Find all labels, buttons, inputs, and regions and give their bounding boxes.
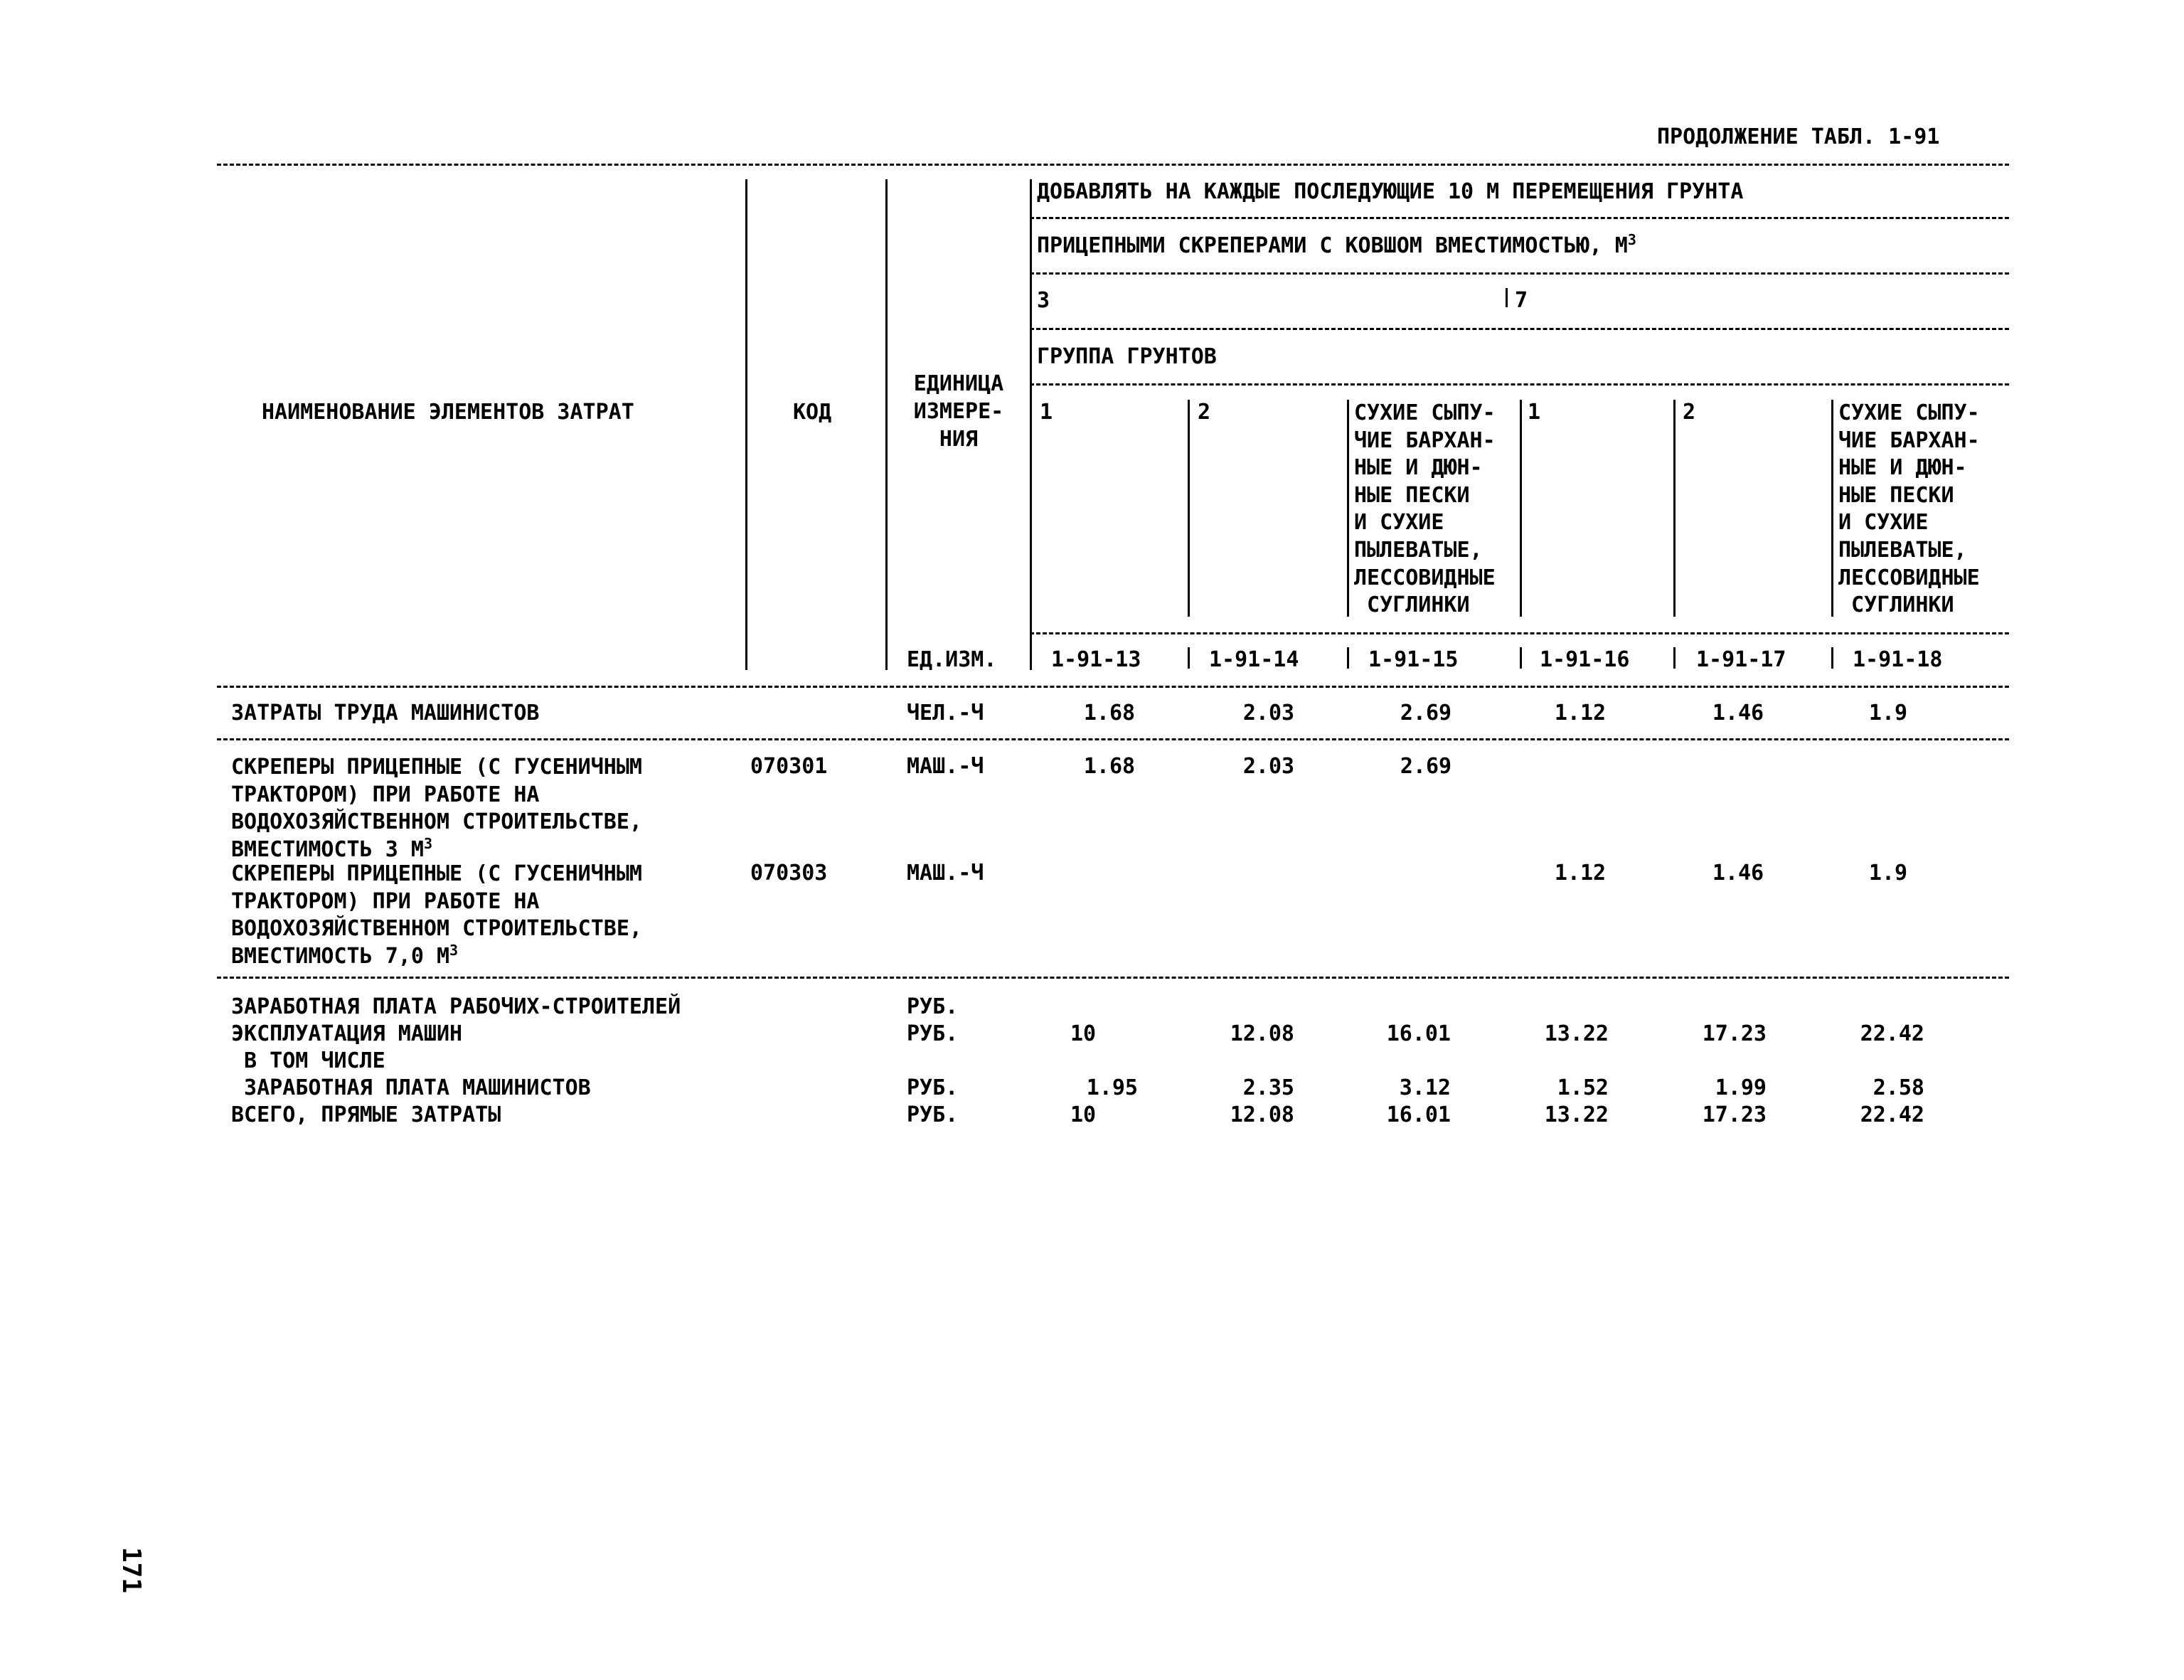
code-1-91-13: 1-91-13 [1051, 647, 1141, 672]
sand-line: СУГЛИНКИ [1838, 592, 1954, 618]
vline-unit-data [1030, 179, 1032, 670]
row-labor-name: ЗАТРАТЫ ТРУДА МАШИНИСТОВ [231, 701, 540, 725]
table-caption: ПРОДОЛЖЕНИЕ ТАБЛ. 1-91 [1657, 124, 1940, 149]
vline-capacity [1506, 288, 1508, 307]
sand-line: ЛЕССОВИДНЫЕ [1838, 565, 1980, 590]
header-subtitle: ПРИЦЕПНЫМИ СКРЕПЕРАМИ С КОВШОМ ВМЕСТИМОСТЬЮ, $М^3$ [1037, 231, 1636, 258]
row-wages-builders-unit: РУБ. [907, 994, 959, 1019]
row-scraper2-value: 1.12 [1554, 861, 1607, 886]
row-machines-value: 16.01 [1386, 1021, 1451, 1046]
row-scraper2-name [231, 861, 642, 970]
row-scraper2-code: 070303 [750, 861, 828, 886]
row-total-value: 13.22 [1544, 1102, 1609, 1127]
vline-code-4 [1673, 647, 1676, 669]
row-total-value: 12.08 [1230, 1102, 1294, 1127]
row-incl-name: В ТОМ ЧИСЛЕ [231, 1048, 385, 1073]
rule-header-1 [1030, 217, 2009, 219]
header-unit-row: ЕД.ИЗМ. [907, 647, 997, 672]
row-labor-value: 1.12 [1554, 701, 1607, 725]
name-line: ВМЕСТИМОСТЬ 7,0 $М^3$ [231, 941, 459, 969]
row-labor-value: 1.46 [1712, 701, 1764, 725]
row-machines-value: 22.42 [1860, 1021, 1924, 1046]
sand-line: СУХИЕ СЫПУ- [1838, 400, 1980, 425]
name-line: ВОДОХОЗЯЙСТВЕННОМ СТРОИТЕЛЬСТВЕ, [231, 916, 642, 942]
row-machines-value: 13.22 [1544, 1021, 1609, 1046]
rule-header-5 [1030, 632, 2009, 634]
row-total-value: 17.23 [1702, 1102, 1767, 1127]
sand-line: И СУХИЕ [1354, 510, 1444, 536]
row-machines-name: ЭКСПЛУАТАЦИЯ МАШИН [231, 1021, 463, 1046]
row-total-value: 22.42 [1860, 1102, 1924, 1127]
row-wages-operators-value: 2.58 [1873, 1075, 1924, 1100]
code-1-91-18: 1-91-18 [1853, 647, 1943, 672]
header-capacity-7: 7 [1515, 288, 1528, 313]
code-1-91-16: 1-91-16 [1540, 647, 1630, 672]
header-group-2a: 2 [1198, 400, 1211, 425]
row-labor-value: 2.03 [1242, 701, 1295, 725]
row-total-unit: РУБ. [907, 1102, 959, 1127]
row-wages-builders-name: ЗАРАБОТНАЯ ПЛАТА РАБОЧИХ-СТРОИТЕЛЕЙ [231, 994, 681, 1019]
name-line: ВМЕСТИМОСТЬ 3 $М^3$ [231, 834, 432, 862]
row-machines-value: 17.23 [1702, 1021, 1767, 1046]
header-group-2b: 2 [1683, 400, 1696, 425]
vline-sand-g1 [1520, 400, 1522, 617]
row-wages-operators-value: 1.99 [1715, 1075, 1767, 1100]
row-scraper2-value: 1.9 [1868, 861, 1908, 886]
header-col-name: НАИМЕНОВАНИЕ ЭЛЕМЕНТОВ ЗАТРАТ [262, 400, 634, 425]
vline-g1-g2 [1188, 400, 1190, 617]
row-labor-value: 2.69 [1400, 701, 1452, 725]
name-line: СКРЕПЕРЫ ПРИЦЕПНЫЕ (С ГУСЕНИЧНЫМ [231, 755, 642, 780]
rule-header-2 [1030, 272, 2009, 275]
row-wages-operators-unit: РУБ. [907, 1075, 959, 1100]
rule-header-3 [1030, 328, 2009, 330]
sand-line: ПЫЛЕВАТЫЕ, [1354, 537, 1483, 563]
row-scraper1-value: 2.03 [1242, 754, 1295, 779]
row-wages-operators-name: ЗАРАБОТНАЯ ПЛАТА МАШИНИСТОВ [231, 1075, 591, 1100]
row-machines-value: 10 [1070, 1021, 1097, 1046]
sand-line: ЧИЕ БАРХАН- [1354, 427, 1496, 453]
sand-line: СУГЛИНКИ [1354, 592, 1470, 618]
header-col-unit-3: НИЯ [939, 427, 979, 452]
row-labor-unit: ЧЕЛ.-Ч [907, 701, 984, 725]
row-machines-value: 12.08 [1230, 1021, 1294, 1046]
sand-line: НЫЕ И ДЮН- [1354, 455, 1483, 481]
row-scraper1-name [231, 754, 642, 863]
row-scraper1-unit: МАШ.-Ч [907, 754, 984, 779]
row-labor-value: 1.9 [1868, 701, 1908, 725]
header-col-unit-2: ИЗМЕРЕ- [913, 399, 1004, 424]
vline-code-1 [1188, 647, 1190, 669]
sand-line: И СУХИЕ [1838, 510, 1929, 536]
rule-labor-bottom [217, 738, 2009, 740]
sand-line: ЛЕССОВИДНЫЕ [1354, 565, 1496, 590]
vline-code-5 [1831, 647, 1833, 669]
sand-line: ЧИЕ БАРХАН- [1838, 427, 1980, 453]
header-sand-block-2 [1838, 400, 1980, 620]
row-scraper1-value: 1.68 [1083, 754, 1136, 779]
row-total-name: ВСЕГО, ПРЯМЫЕ ЗАТРАТЫ [231, 1102, 501, 1127]
header-capacity-3: 3 [1037, 288, 1050, 313]
sand-line: ПЫЛЕВАТЫЕ, [1838, 537, 1967, 563]
header-group-1b: 1 [1528, 400, 1541, 425]
name-line: ТРАКТОРОМ) ПРИ РАБОТЕ НА [231, 782, 540, 807]
rule-header-4 [1030, 383, 2009, 386]
row-scraper1-value: 2.69 [1400, 754, 1452, 779]
header-top-title: ДОБАВЛЯТЬ НА КАЖДЫЕ ПОСЛЕДУЮЩИЕ 10 М ПЕРЕМЕЩЕНИЯ ГРУНТА [1037, 179, 1744, 204]
row-scraper2-unit: МАШ.-Ч [907, 861, 984, 886]
sand-line: НЫЕ И ДЮН- [1838, 455, 1967, 481]
name-line: ВОДОХОЗЯЙСТВЕННОМ СТРОИТЕЛЬСТВЕ, [231, 809, 642, 835]
name-line: ТРАКТОРОМ) ПРИ РАБОТЕ НА [231, 888, 540, 914]
row-wages-operators-value: 1.52 [1557, 1075, 1609, 1100]
name-line: СКРЕПЕРЫ ПРИЦЕПНЫЕ (С ГУСЕНИЧНЫМ [231, 861, 642, 886]
row-scraper1-code: 070301 [750, 754, 828, 779]
row-total-value: 16.01 [1386, 1102, 1451, 1127]
code-1-91-14: 1-91-14 [1209, 647, 1299, 672]
sand-line: НЫЕ ПЕСКИ [1354, 482, 1470, 508]
vline-code-3 [1520, 647, 1522, 669]
vline-g2b-sand [1831, 400, 1833, 617]
code-1-91-15: 1-91-15 [1368, 647, 1459, 672]
page-number: 171 [117, 1547, 146, 1594]
header-group-1a: 1 [1040, 400, 1053, 425]
header-sand-block-1 [1354, 400, 1496, 620]
vline-code-2 [1347, 647, 1349, 669]
row-wages-operators-value: 2.35 [1242, 1075, 1294, 1100]
vline-g1-g2b [1673, 400, 1676, 617]
row-machines-unit: РУБ. [907, 1021, 959, 1046]
row-wages-operators-value: 1.95 [1086, 1075, 1138, 1100]
row-labor-value: 1.68 [1083, 701, 1136, 725]
vline-code-unit [885, 179, 888, 670]
vline-g2-sand [1347, 400, 1349, 617]
vline-name-code [745, 179, 747, 670]
row-total-value: 10 [1070, 1102, 1097, 1127]
rule-machines-bottom [217, 977, 2009, 979]
code-1-91-17: 1-91-17 [1696, 647, 1786, 672]
rule-top [217, 164, 2009, 166]
row-scraper2-value: 1.46 [1712, 861, 1764, 886]
row-wages-operators-value: 3.12 [1399, 1075, 1451, 1100]
sand-line: СУХИЕ СЫПУ- [1354, 400, 1496, 425]
rule-header-bottom [217, 686, 2009, 688]
header-col-code: КОД [793, 400, 832, 425]
header-col-unit-1: ЕДИНИЦА [913, 371, 1004, 396]
sand-line: НЫЕ ПЕСКИ [1838, 482, 1954, 508]
header-soil-group: ГРУППА ГРУНТОВ [1037, 344, 1217, 369]
